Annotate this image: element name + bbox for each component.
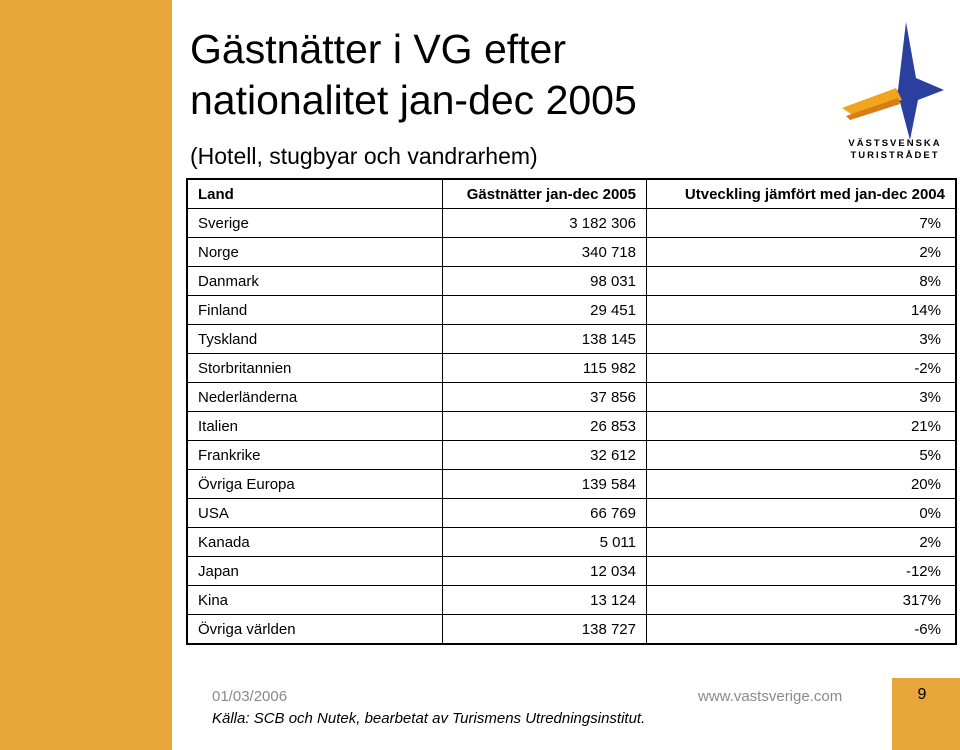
vastsvenska-turistradet-logo xyxy=(836,20,954,160)
cell-change: 14% xyxy=(647,296,957,325)
cell-country: Kina xyxy=(187,586,443,615)
cell-guest-nights: 5 011 xyxy=(443,528,647,557)
table-row xyxy=(187,354,956,383)
table-row xyxy=(187,209,956,238)
table-row xyxy=(187,557,956,586)
table-row xyxy=(187,238,956,267)
cell-country: Övriga världen xyxy=(187,615,443,645)
cell-change: 2% xyxy=(647,528,957,557)
footer-url[interactable]: www.vastsverige.com xyxy=(698,688,843,705)
table-row xyxy=(187,528,956,557)
cell-country: Japan xyxy=(187,557,443,586)
cell-change: 21% xyxy=(647,412,957,441)
table-row xyxy=(187,470,956,499)
cell-change: 0% xyxy=(647,499,957,528)
cell-change: -2% xyxy=(647,354,957,383)
cell-guest-nights: 12 034 xyxy=(443,557,647,586)
table-row xyxy=(187,325,956,354)
guest-nights-table xyxy=(186,178,957,645)
logo-text-line-1: VÄSTSVENSKA xyxy=(848,138,942,149)
logo-star-icon xyxy=(880,22,944,140)
logo-text-line-2: TURISTRÅDET xyxy=(850,150,940,160)
cell-change: 317% xyxy=(647,586,957,615)
table-row xyxy=(187,499,956,528)
table-row xyxy=(187,586,956,615)
header-change: Utveckling jämfört med jan-dec 2004 xyxy=(647,179,957,209)
cell-country: Norge xyxy=(187,238,443,267)
cell-guest-nights: 13 124 xyxy=(443,586,647,615)
table-row xyxy=(187,441,956,470)
cell-country: Kanada xyxy=(187,528,443,557)
table-row xyxy=(187,296,956,325)
cell-guest-nights: 3 182 306 xyxy=(443,209,647,238)
cell-change: 7% xyxy=(647,209,957,238)
table-body xyxy=(187,209,956,645)
cell-change: 3% xyxy=(647,383,957,412)
cell-change: -6% xyxy=(647,615,957,645)
cell-guest-nights: 26 853 xyxy=(443,412,647,441)
cell-guest-nights: 37 856 xyxy=(443,383,647,412)
table-row xyxy=(187,412,956,441)
cell-change: 5% xyxy=(647,441,957,470)
table-row xyxy=(187,383,956,412)
table-header-row xyxy=(187,179,956,209)
cell-change: 2% xyxy=(647,238,957,267)
table-row xyxy=(187,615,956,645)
footer-source: Källa: SCB och Nutek, bearbetat av Turismens Utredningsinstitut. xyxy=(212,710,646,727)
cell-guest-nights: 32 612 xyxy=(443,441,647,470)
header-guest-nights: Gästnätter jan-dec 2005 xyxy=(443,179,647,209)
cell-change: -12% xyxy=(647,557,957,586)
header-country: Land xyxy=(187,179,443,209)
cell-country: Finland xyxy=(187,296,443,325)
cell-country: Tyskland xyxy=(187,325,443,354)
slide-subtitle: (Hotell, stugbyar och vandrarhem) xyxy=(190,143,538,169)
table-row xyxy=(187,267,956,296)
cell-country: Nederländerna xyxy=(187,383,443,412)
cell-guest-nights: 138 145 xyxy=(443,325,647,354)
cell-country: Övriga Europa xyxy=(187,470,443,499)
cell-change: 8% xyxy=(647,267,957,296)
cell-guest-nights: 66 769 xyxy=(443,499,647,528)
title-line-2: nationalitet jan-dec 2005 xyxy=(190,77,637,123)
cell-guest-nights: 29 451 xyxy=(443,296,647,325)
slide-title xyxy=(190,24,637,126)
cell-country: Italien xyxy=(187,412,443,441)
cell-change: 20% xyxy=(647,470,957,499)
title-line-1: Gästnätter i VG efter xyxy=(190,26,566,72)
page-number: 9 xyxy=(917,686,927,703)
cell-country: USA xyxy=(187,499,443,528)
cell-guest-nights: 115 982 xyxy=(443,354,647,383)
cell-change: 3% xyxy=(647,325,957,354)
cell-country: Sverige xyxy=(187,209,443,238)
cell-guest-nights: 340 718 xyxy=(443,238,647,267)
cell-country: Danmark xyxy=(187,267,443,296)
left-accent-bar xyxy=(0,0,172,750)
cell-country: Frankrike xyxy=(187,441,443,470)
footer-date: 01/03/2006 xyxy=(212,688,288,705)
cell-guest-nights: 139 584 xyxy=(443,470,647,499)
cell-guest-nights: 98 031 xyxy=(443,267,647,296)
cell-country: Storbritannien xyxy=(187,354,443,383)
cell-guest-nights: 138 727 xyxy=(443,615,647,645)
